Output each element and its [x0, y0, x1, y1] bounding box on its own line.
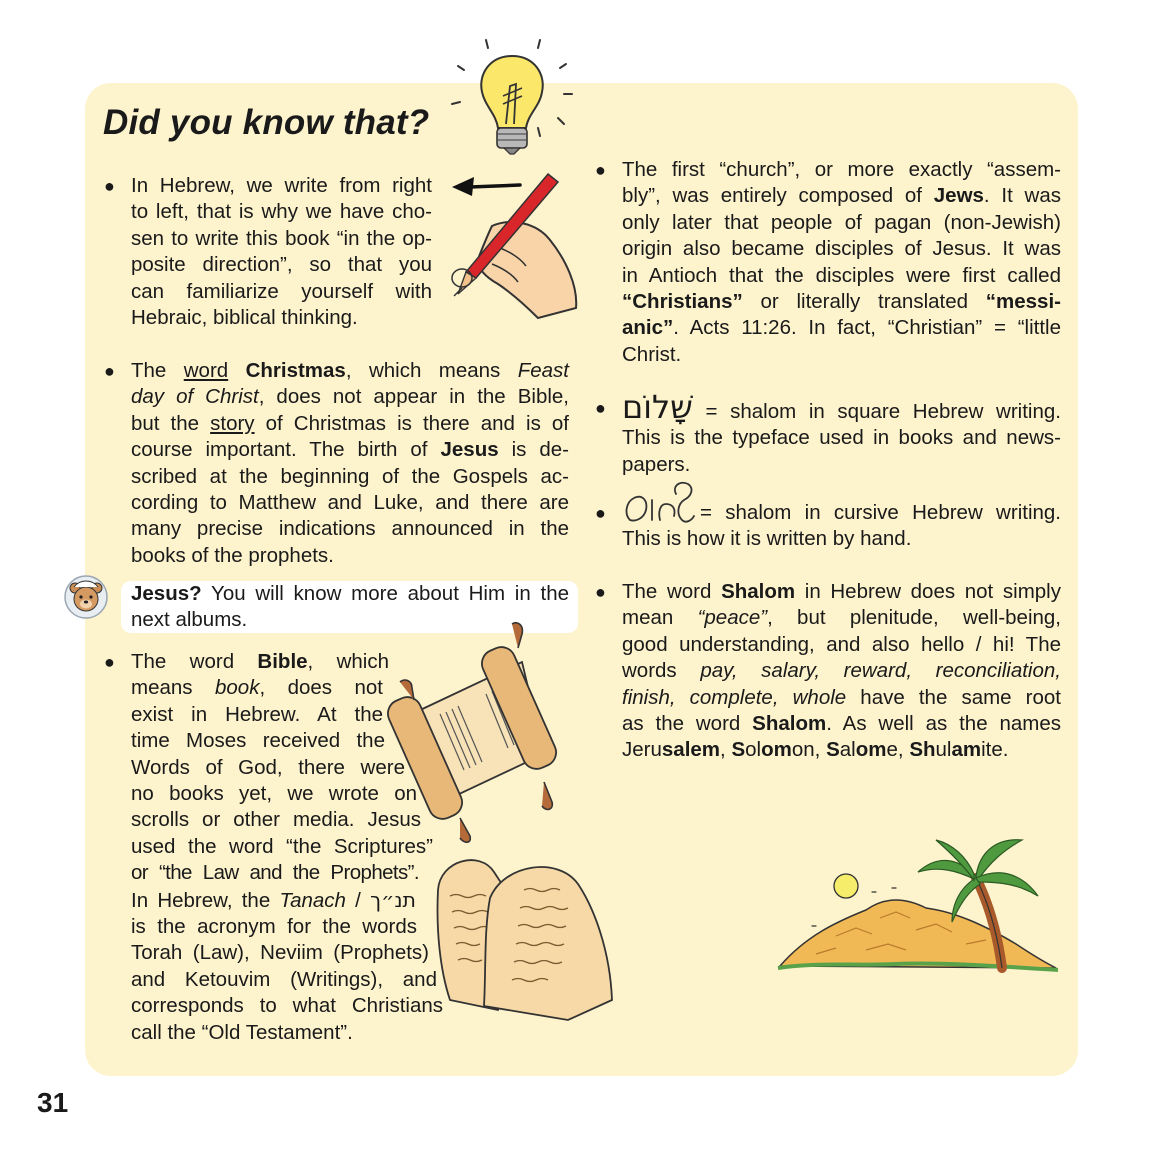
- text-span: in Hebrew does not simply: [795, 580, 1061, 603]
- text-span: on: [791, 738, 815, 762]
- text-line: Words of God, there were: [131, 755, 405, 779]
- text-span: , but plenitude, well-being,: [767, 606, 1061, 630]
- text-line: in Antioch that the disciples were first called: [622, 263, 1061, 287]
- italic-word: book: [214, 676, 260, 700]
- text-span: ,: [720, 738, 732, 762]
- text-span: e: [886, 738, 898, 762]
- text-span: The: [131, 359, 184, 382]
- text-line: exist in Hebrew. At the: [131, 702, 383, 726]
- text-span: , does not appear in the Bible,: [258, 385, 570, 409]
- bold-letters: S: [731, 738, 746, 762]
- text-line: scrolls or other media. Jesus: [131, 808, 421, 832]
- italic-word: day of Christ: [131, 385, 259, 409]
- bold-word: Christmas: [245, 359, 346, 382]
- bold-word: Jesus: [440, 438, 499, 462]
- text-line: [131, 358, 569, 384]
- text-line: [131, 437, 569, 463]
- text-line: Christ.: [622, 342, 682, 366]
- text-line: [622, 579, 1061, 605]
- christmas-paragraph: [131, 358, 569, 569]
- bold-letters: am: [951, 738, 982, 762]
- text-line: This is how it is written by hand.: [622, 527, 912, 550]
- bold-word: Bible: [257, 650, 308, 673]
- text-line: is the acronym for the words: [131, 915, 417, 939]
- text-line: or “the Law and the Prophets”.: [131, 861, 419, 885]
- text-span: ol: [745, 738, 762, 762]
- bold-word: “messi-: [985, 290, 1061, 314]
- text-span: /: [345, 888, 371, 912]
- text-span: means: [131, 676, 215, 700]
- text-span: , does not: [259, 676, 383, 700]
- text-span: In Hebrew, the: [131, 888, 280, 912]
- text-span: al: [839, 738, 856, 762]
- text-line: [622, 605, 1061, 631]
- text-line: origin also became disciples of Jesus. It was: [622, 237, 1061, 261]
- hebrew-word: תנ״ך: [370, 887, 416, 912]
- text-span: , which means: [345, 359, 518, 382]
- bold-word: Shalom: [752, 712, 827, 736]
- bold-letters: m: [868, 738, 887, 762]
- text-span: is de-: [498, 438, 570, 462]
- bold-letters: o: [855, 738, 869, 762]
- bold-letters: salem: [661, 738, 721, 762]
- text-line: good understanding, and also hello / hi! The: [622, 632, 1061, 656]
- italic-word: finish, complete, whole: [622, 685, 847, 709]
- text-line: [622, 711, 1061, 737]
- text-span: have the same root: [846, 685, 1062, 709]
- text-span: The word: [131, 650, 258, 673]
- text-span: = shalom in square Hebrew writing.: [692, 400, 1061, 423]
- underlined-word: story: [210, 411, 255, 435]
- bold-word: anic”: [622, 316, 674, 340]
- bold-letters: S: [826, 738, 840, 762]
- text-span: .: [1002, 738, 1009, 762]
- hebrew-direction-paragraph: [131, 173, 432, 331]
- bold-letters: Sh: [909, 738, 936, 762]
- text-span: Jeru: [622, 738, 662, 762]
- text-span: . As well as the names: [826, 712, 1061, 736]
- text-line: [131, 581, 569, 607]
- text-span: as the word: [622, 712, 753, 736]
- bold-letters: m: [773, 738, 792, 762]
- text-span: bly”, was entirely composed of: [622, 184, 934, 208]
- text-line: [131, 675, 383, 701]
- text-line: [622, 315, 1061, 341]
- text-line: used the word “the Scriptures”: [131, 834, 433, 858]
- italic-word: “peace”: [697, 606, 768, 630]
- text-span: course important. The birth of: [131, 438, 441, 462]
- text-span: words: [622, 659, 701, 683]
- bold-letters: o: [761, 738, 774, 762]
- text-span: The word: [622, 580, 722, 603]
- cursive-shalom-drawing: [622, 478, 698, 524]
- bold-word: “Christians”: [622, 290, 743, 314]
- cursive-hebrew-paragraph: [700, 500, 1061, 526]
- island-palm-illustration: [776, 826, 1061, 986]
- text-line: = shalom in cursive Hebrew writing.: [700, 501, 1061, 524]
- text-span: , which: [307, 650, 389, 673]
- text-line: no books yet, we wrote on: [131, 782, 417, 806]
- text-line: next albums.: [131, 608, 248, 632]
- text-span: You will know more about Him in the: [201, 582, 569, 605]
- text-line: papers.: [622, 452, 691, 476]
- text-span: ite: [981, 738, 1003, 762]
- text-span: . Acts 11:26. In fact, “Christian” = “little: [673, 316, 1061, 340]
- text-line: time Moses received the: [131, 729, 385, 753]
- text-line: The first “church”, or more exactly “assem-: [622, 158, 1061, 181]
- text-line: books of the prophets.: [131, 543, 334, 567]
- bible-paragraph: [131, 649, 443, 1046]
- hebrew-square-word: שָׁלוֹם: [622, 388, 693, 426]
- text-line: In Hebrew, we write from right: [131, 174, 432, 197]
- text-span: ul: [935, 738, 952, 762]
- light-bulb-icon: [448, 36, 578, 161]
- page-title: Did you know that?: [103, 103, 430, 142]
- square-hebrew-paragraph: [622, 388, 1061, 478]
- text-span: ,: [814, 738, 827, 762]
- page-number: 31: [37, 1087, 69, 1118]
- stone-tablets-illustration: [428, 850, 618, 1025]
- bold-word: Shalom: [721, 580, 796, 603]
- text-line: can familiarize yourself with: [131, 279, 432, 303]
- text-line: Hebraic, biblical thinking.: [131, 306, 358, 330]
- bullet-marker: ●: [595, 503, 606, 523]
- text-span: mean: [622, 606, 698, 630]
- italic-word: Tanach: [279, 888, 346, 912]
- text-line: [622, 388, 1061, 426]
- first-church-paragraph: [622, 157, 1061, 368]
- text-line: This is the typeface used in books and news-: [622, 426, 1061, 450]
- bold-word: Jews: [933, 184, 984, 208]
- bold-word: Jesus?: [131, 582, 202, 605]
- text-span: but the: [131, 411, 211, 435]
- text-line: corresponds to what Christians: [131, 994, 443, 1018]
- bullet-marker: ●: [595, 160, 606, 180]
- text-line: scribed at the beginning of the Gospels ac-: [131, 464, 569, 488]
- text-span: or literally translated: [742, 290, 986, 314]
- text-line: Torah (Law), Neviim (Prophets): [131, 941, 429, 965]
- text-line: [131, 384, 569, 410]
- bullet-marker: ●: [104, 361, 115, 381]
- bullet-marker: ●: [595, 398, 606, 418]
- text-line: [131, 649, 389, 675]
- text-line: [131, 887, 416, 914]
- text-span: ,: [897, 738, 910, 762]
- text-line: cording to Matthew and Luke, and there are: [131, 491, 569, 515]
- bear-avatar-icon: [64, 575, 108, 619]
- text-line: [131, 411, 569, 437]
- text-line: [622, 685, 1061, 711]
- text-line: [622, 289, 1061, 315]
- text-line: [622, 737, 1061, 763]
- text-line: only later that people of pagan (non-Jewish): [622, 210, 1061, 234]
- bullet-marker: ●: [104, 652, 115, 672]
- text-line: posite direction”, so that you: [131, 253, 432, 277]
- text-line: [622, 183, 1061, 209]
- bullet-marker: ●: [595, 582, 606, 602]
- text-line: call the “Old Testament”.: [131, 1020, 353, 1044]
- text-span: . It was: [983, 184, 1061, 208]
- underlined-word: word: [183, 359, 229, 382]
- italic-word: Feast: [517, 359, 569, 382]
- text-line: and Ketouvim (Writings), and: [131, 967, 437, 991]
- shalom-meaning-paragraph: [622, 579, 1061, 764]
- hand-pencil-illustration: [440, 168, 585, 328]
- text-line: many precise indications announced in the: [131, 517, 569, 541]
- bullet-marker: ●: [104, 176, 115, 196]
- text-line: sen to write this book “in the op-: [131, 226, 432, 250]
- text-line: to left, that is why we have cho-: [131, 200, 432, 224]
- cursive-hebrew-paragraph-2: [622, 526, 1061, 552]
- text-line: [622, 658, 1061, 684]
- italic-word: pay, salary, reward, reconciliation,: [700, 659, 1061, 683]
- text-span: of Christmas is there and is of: [254, 411, 569, 435]
